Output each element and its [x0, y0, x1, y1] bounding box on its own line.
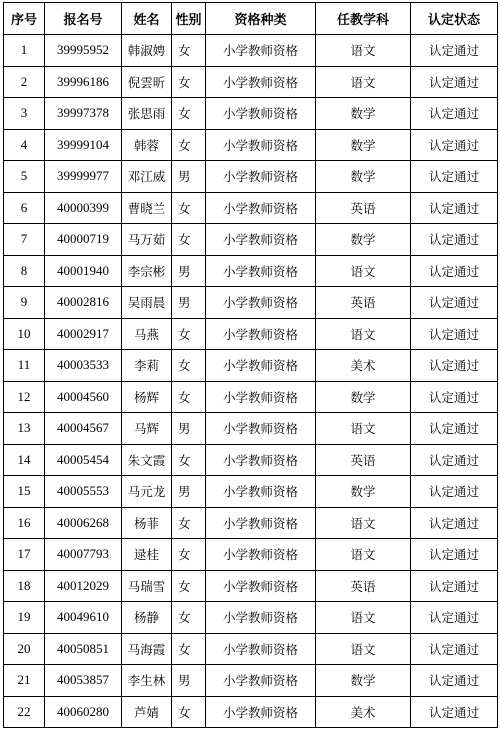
cell-index: 2 [4, 66, 45, 98]
cell-qualification-type: 小学教师资格 [206, 35, 316, 67]
cell-name: 吴雨晨 [122, 287, 172, 319]
cell-gender: 男 [172, 665, 206, 697]
cell-name: 马燕 [122, 318, 172, 350]
table-body [4, 35, 498, 728]
cell-index: 16 [4, 507, 45, 539]
column-header-gender: 性别 [172, 3, 206, 35]
cell-gender: 女 [172, 570, 206, 602]
cell-gender: 女 [172, 633, 206, 665]
cell-index: 14 [4, 444, 45, 476]
cell-name: 马海霞 [122, 633, 172, 665]
table-row [4, 413, 498, 445]
cell-qualification-type: 小学教师资格 [206, 507, 316, 539]
cell-subject: 英语 [316, 287, 411, 319]
cell-registration-number: 40007793 [45, 539, 122, 571]
cell-status: 认定通过 [411, 192, 498, 224]
cell-qualification-type: 小学教师资格 [206, 287, 316, 319]
cell-index: 8 [4, 255, 45, 287]
cell-subject: 语文 [316, 539, 411, 571]
cell-qualification-type: 小学教师资格 [206, 318, 316, 350]
table-row [4, 161, 498, 193]
cell-status: 认定通过 [411, 570, 498, 602]
cell-status: 认定通过 [411, 444, 498, 476]
cell-subject: 语文 [316, 66, 411, 98]
cell-subject: 英语 [316, 570, 411, 602]
cell-qualification-type: 小学教师资格 [206, 665, 316, 697]
table-row [4, 350, 498, 382]
cell-registration-number: 40049610 [45, 602, 122, 634]
cell-subject: 语文 [316, 255, 411, 287]
cell-qualification-type: 小学教师资格 [206, 66, 316, 98]
cell-subject: 英语 [316, 192, 411, 224]
cell-index: 21 [4, 665, 45, 697]
cell-gender: 男 [172, 476, 206, 508]
column-header-name: 姓名 [122, 3, 172, 35]
cell-status: 认定通过 [411, 350, 498, 382]
cell-registration-number: 40005553 [45, 476, 122, 508]
cell-gender: 女 [172, 192, 206, 224]
cell-name: 李宗彬 [122, 255, 172, 287]
cell-registration-number: 40005454 [45, 444, 122, 476]
cell-subject: 美术 [316, 350, 411, 382]
cell-subject: 美术 [316, 696, 411, 728]
cell-status: 认定通过 [411, 539, 498, 571]
cell-name: 马瑞雪 [122, 570, 172, 602]
column-header-index: 序号 [4, 3, 45, 35]
cell-subject: 语文 [316, 413, 411, 445]
cell-subject: 语文 [316, 35, 411, 67]
cell-name: 韩淑娉 [122, 35, 172, 67]
cell-name: 朱文霞 [122, 444, 172, 476]
cell-name: 李莉 [122, 350, 172, 382]
table-header-row [4, 3, 498, 35]
cell-registration-number: 40004567 [45, 413, 122, 445]
cell-registration-number: 40000719 [45, 224, 122, 256]
cell-status: 认定通过 [411, 98, 498, 130]
cell-gender: 女 [172, 350, 206, 382]
cell-gender: 女 [172, 66, 206, 98]
cell-status: 认定通过 [411, 633, 498, 665]
cell-status: 认定通过 [411, 476, 498, 508]
cell-qualification-type: 小学教师资格 [206, 161, 316, 193]
table-row [4, 224, 498, 256]
cell-qualification-type: 小学教师资格 [206, 98, 316, 130]
table-row [4, 444, 498, 476]
cell-index: 4 [4, 129, 45, 161]
cell-subject: 语文 [316, 318, 411, 350]
cell-registration-number: 40060280 [45, 696, 122, 728]
table-row [4, 476, 498, 508]
cell-subject: 语文 [316, 507, 411, 539]
cell-gender: 女 [172, 507, 206, 539]
table-row [4, 633, 498, 665]
cell-name: 倪雲昕 [122, 66, 172, 98]
column-header-status: 认定状态 [411, 3, 498, 35]
cell-status: 认定通过 [411, 318, 498, 350]
cell-qualification-type: 小学教师资格 [206, 570, 316, 602]
cell-name: 杨辉 [122, 381, 172, 413]
cell-gender: 女 [172, 98, 206, 130]
cell-name: 马辉 [122, 413, 172, 445]
column-header-qualification-type: 资格种类 [206, 3, 316, 35]
table-row [4, 66, 498, 98]
cell-name: 韩蓉 [122, 129, 172, 161]
cell-status: 认定通过 [411, 413, 498, 445]
cell-registration-number: 39995952 [45, 35, 122, 67]
cell-name: 杨菲 [122, 507, 172, 539]
cell-registration-number: 40006268 [45, 507, 122, 539]
cell-index: 3 [4, 98, 45, 130]
table-row [4, 35, 498, 67]
cell-index: 20 [4, 633, 45, 665]
cell-registration-number: 40003533 [45, 350, 122, 382]
cell-qualification-type: 小学教师资格 [206, 696, 316, 728]
cell-qualification-type: 小学教师资格 [206, 476, 316, 508]
cell-registration-number: 40004560 [45, 381, 122, 413]
cell-index: 12 [4, 381, 45, 413]
cell-index: 17 [4, 539, 45, 571]
cell-registration-number: 39999104 [45, 129, 122, 161]
cell-subject: 数学 [316, 98, 411, 130]
cell-gender: 女 [172, 444, 206, 476]
table-row [4, 129, 498, 161]
cell-status: 认定通过 [411, 161, 498, 193]
cell-index: 13 [4, 413, 45, 445]
cell-subject: 数学 [316, 381, 411, 413]
cell-registration-number: 39999977 [45, 161, 122, 193]
cell-gender: 女 [172, 381, 206, 413]
cell-registration-number: 40002816 [45, 287, 122, 319]
cell-gender: 女 [172, 696, 206, 728]
cell-status: 认定通过 [411, 129, 498, 161]
cell-name: 杨静 [122, 602, 172, 634]
cell-qualification-type: 小学教师资格 [206, 381, 316, 413]
cell-subject: 语文 [316, 602, 411, 634]
table-row [4, 570, 498, 602]
cell-registration-number: 39996186 [45, 66, 122, 98]
cell-index: 6 [4, 192, 45, 224]
cell-name: 邓江威 [122, 161, 172, 193]
cell-registration-number: 40002917 [45, 318, 122, 350]
table-row [4, 696, 498, 728]
cell-subject: 语文 [316, 633, 411, 665]
cell-index: 9 [4, 287, 45, 319]
cell-index: 18 [4, 570, 45, 602]
cell-name: 芦婧 [122, 696, 172, 728]
cell-name: 曹晓兰 [122, 192, 172, 224]
cell-status: 认定通过 [411, 507, 498, 539]
cell-subject: 数学 [316, 665, 411, 697]
cell-qualification-type: 小学教师资格 [206, 602, 316, 634]
cell-index: 1 [4, 35, 45, 67]
cell-subject: 数学 [316, 476, 411, 508]
cell-qualification-type: 小学教师资格 [206, 192, 316, 224]
cell-status: 认定通过 [411, 224, 498, 256]
table-row [4, 255, 498, 287]
cell-qualification-type: 小学教师资格 [206, 444, 316, 476]
cell-gender: 女 [172, 224, 206, 256]
cell-registration-number: 39997378 [45, 98, 122, 130]
table-row [4, 98, 498, 130]
certification-table [3, 2, 498, 728]
cell-name: 张思雨 [122, 98, 172, 130]
cell-registration-number: 40001940 [45, 255, 122, 287]
cell-registration-number: 40050851 [45, 633, 122, 665]
cell-gender: 女 [172, 129, 206, 161]
cell-gender: 女 [172, 602, 206, 634]
cell-index: 5 [4, 161, 45, 193]
cell-gender: 男 [172, 287, 206, 319]
cell-registration-number: 40000399 [45, 192, 122, 224]
table-row [4, 287, 498, 319]
cell-status: 认定通过 [411, 381, 498, 413]
cell-status: 认定通过 [411, 665, 498, 697]
column-header-registration-number: 报名号 [45, 3, 122, 35]
cell-qualification-type: 小学教师资格 [206, 539, 316, 571]
cell-status: 认定通过 [411, 602, 498, 634]
cell-gender: 男 [172, 413, 206, 445]
cell-gender: 女 [172, 318, 206, 350]
cell-status: 认定通过 [411, 255, 498, 287]
cell-index: 7 [4, 224, 45, 256]
table-row [4, 539, 498, 571]
cell-index: 15 [4, 476, 45, 508]
column-header-subject: 任教学科 [316, 3, 411, 35]
cell-gender: 女 [172, 539, 206, 571]
table-row [4, 318, 498, 350]
cell-qualification-type: 小学教师资格 [206, 350, 316, 382]
cell-status: 认定通过 [411, 35, 498, 67]
cell-subject: 数学 [316, 129, 411, 161]
table-row [4, 602, 498, 634]
cell-index: 22 [4, 696, 45, 728]
cell-name: 逯桂 [122, 539, 172, 571]
cell-subject: 数学 [316, 161, 411, 193]
cell-gender: 男 [172, 161, 206, 193]
table-row [4, 507, 498, 539]
cell-qualification-type: 小学教师资格 [206, 255, 316, 287]
cell-status: 认定通过 [411, 696, 498, 728]
table-row [4, 381, 498, 413]
cell-name: 马元龙 [122, 476, 172, 508]
cell-gender: 男 [172, 255, 206, 287]
cell-qualification-type: 小学教师资格 [206, 224, 316, 256]
table-row [4, 665, 498, 697]
cell-index: 10 [4, 318, 45, 350]
cell-registration-number: 40012029 [45, 570, 122, 602]
cell-qualification-type: 小学教师资格 [206, 129, 316, 161]
cell-index: 19 [4, 602, 45, 634]
cell-registration-number: 40053857 [45, 665, 122, 697]
cell-index: 11 [4, 350, 45, 382]
cell-status: 认定通过 [411, 287, 498, 319]
cell-subject: 数学 [316, 224, 411, 256]
cell-status: 认定通过 [411, 66, 498, 98]
table-row [4, 192, 498, 224]
cell-subject: 英语 [316, 444, 411, 476]
cell-gender: 女 [172, 35, 206, 67]
cell-qualification-type: 小学教师资格 [206, 413, 316, 445]
cell-qualification-type: 小学教师资格 [206, 633, 316, 665]
cell-name: 李生林 [122, 665, 172, 697]
cell-name: 马万茹 [122, 224, 172, 256]
